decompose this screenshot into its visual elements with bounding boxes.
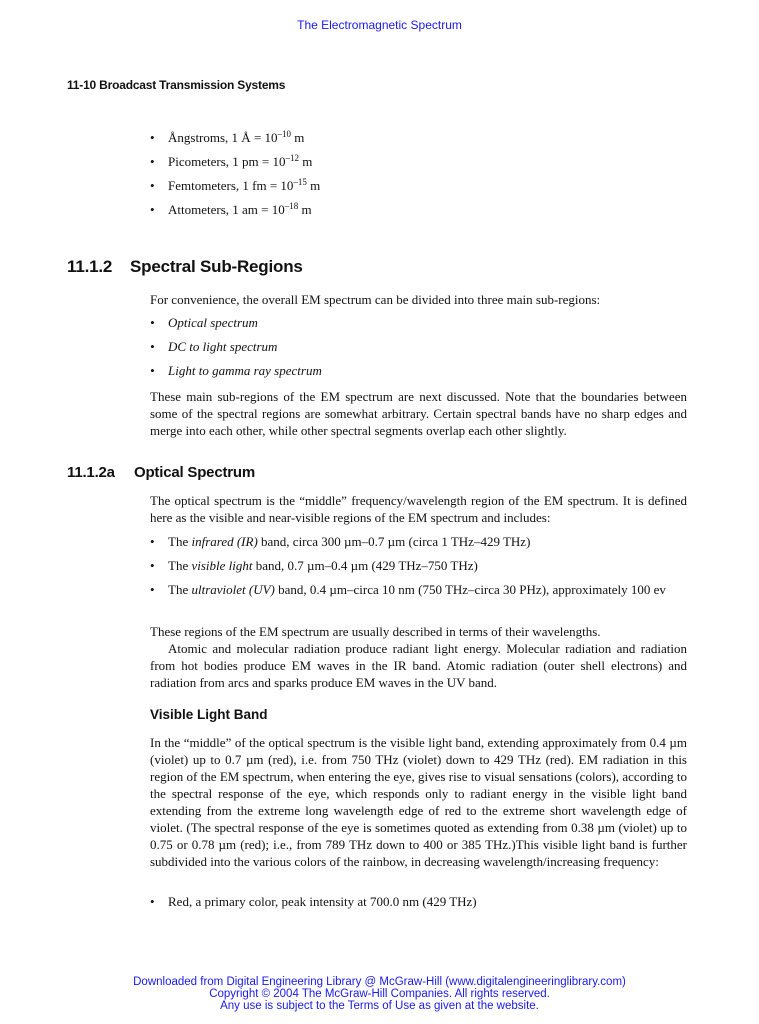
- running-head: 11-10 Broadcast Transmission Systems: [67, 78, 286, 92]
- footer: [0, 976, 759, 1012]
- section-heading-optical-spectrum: [67, 464, 255, 481]
- visible-light-para: In the “middle” of the optical spectrum is the visible light band, extending approximately from 0.4 µm (violet) up to 0.7 µm (red), i.e. from 750 THz (violet) down to 429 THz (red). EM radiation in this region of the EM spectrum, when entering the eye, gives rise to visual sensations (colors), according to the spectral response of the eye, which responds only to radiant energy in the visible light band extending from the extreme long wavelength edge of red to the extreme short wavelength edge of violet. (The spectral response of the eye is sometimes quoted as extending from 0.38 µm (violet) up to 0.75 or 0.78 µm (red); i.e., from 789 THz down to 400 or 385 THz.)This visible light band is further subdivided into the various colors of the rainbow, in decreasing wavelength/increasing frequency:: [150, 735, 687, 869]
- list-item: • Attometers, 1 am = $10^{-18}$ m: [150, 198, 320, 222]
- list-item: • The ultraviolet (UV) band, 0.4 µm–circa 10 nm (750 THz–circa 30 PHz), approximately 100 ev: [150, 581, 687, 598]
- list-item: • Ångstroms, 1 Å = $10^{-10}$ m: [150, 126, 320, 150]
- section-heading-spectral-sub-regions: [67, 257, 303, 277]
- optical-bands-list: [150, 533, 687, 605]
- footer-copyright: Copyright © 2004 The McGraw-Hill Companies. All rights reserved.: [209, 988, 550, 1000]
- section-title: Optical Spectrum: [134, 464, 255, 481]
- list-item: • The visible light band, 0.7 µm–0.4 µm (429 THz–750 THz): [150, 557, 687, 574]
- optical-para-2: Atomic and molecular radiation produce radiant light energy. Molecular radiation and radiation from hot bodies produce EM waves in the IR band. Atomic radiation (outer shell electrons) and radiation from arcs and sparks produce EM waves in the UV band.: [150, 641, 687, 690]
- sub-regions-list: [150, 311, 322, 383]
- optical-para-1: These regions of the EM spectrum are usually described in terms of their wavelengths.: [150, 624, 601, 639]
- sub-regions-intro: For convenience, the overall EM spectrum can be divided into three main sub-regions:: [150, 292, 601, 307]
- unit-list: [150, 126, 320, 222]
- sub-regions-closing: These main sub-regions of the EM spectrum are next discussed. Note that the boundaries between some of the spectral regions are somewhat arbitrary. Certain spectral bands have no sharp edges and merge into each other, while other spectral segments overlap each other slightly.: [150, 389, 687, 438]
- list-item: • Optical spectrum: [150, 311, 322, 335]
- page-header-link[interactable]: The Electromagnetic Spectrum: [297, 18, 462, 32]
- section-number: 11.1.2a: [67, 464, 115, 481]
- footer-download-link[interactable]: Downloaded from Digital Engineering Library @ McGraw-Hill (www.digitalengineeringlibrary.com): [133, 976, 626, 988]
- subheading-visible-light-band: Visible Light Band: [150, 707, 268, 722]
- list-item: • Light to gamma ray spectrum: [150, 359, 322, 383]
- section-number: 11.1.2: [67, 257, 113, 276]
- list-item: • The infrared (IR) band, circa 300 µm–0.7 µm (circa 1 THz–429 THz): [150, 533, 687, 550]
- list-item: • Femtometers, 1 fm = $10^{-15}$ m: [150, 174, 320, 198]
- list-item: • Red, a primary color, peak intensity at 700.0 nm (429 THz): [150, 893, 687, 910]
- footer-terms: Any use is subject to the Terms of Use as given at the website.: [220, 1000, 539, 1012]
- section-title: Spectral Sub-Regions: [130, 257, 303, 276]
- colors-list: [150, 893, 687, 917]
- list-item: • DC to light spectrum: [150, 335, 322, 359]
- list-item: • Picometers, 1 pm = $10^{-12}$ m: [150, 150, 320, 174]
- optical-intro: The optical spectrum is the “middle” frequency/wavelength region of the EM spectrum. It is defined here as the visible and near-visible regions of the EM spectrum and includes:: [150, 493, 687, 525]
